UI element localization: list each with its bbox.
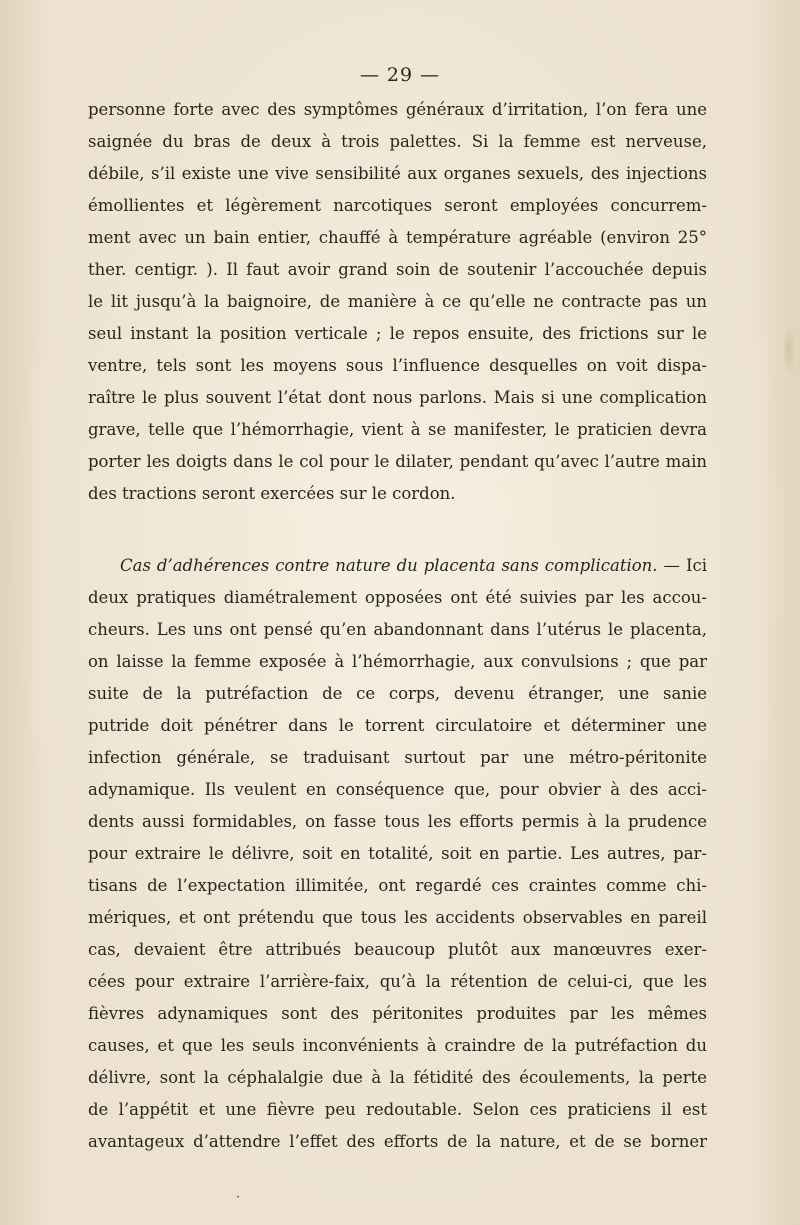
text-line: tisans de l’expectation illimitée, ont regardé ces craintes comme chi- — [88, 876, 707, 895]
paper-stain — [784, 330, 794, 370]
text-line: infection générale, se traduisant surtout par une métro-péritonite — [88, 748, 707, 767]
text-line: fièvres adynamiques sont des péritonites produites par les mêmes — [88, 1004, 707, 1023]
text-line: putride doit pénétrer dans le torrent circulatoire et déterminer une — [88, 716, 707, 735]
text-line: deux pratiques diamétralement opposées ont été suivies par les accou- — [88, 588, 707, 607]
text-line: raître le plus souvent l’état dont nous parlons. Mais si une complication — [88, 388, 707, 407]
section-heading-line — [120, 550, 707, 582]
text-line: cheurs. Les uns ont pensé qu’en abandonnant dans l’utérus le placenta, — [88, 620, 707, 639]
text-line: le lit jusqu’à la baignoire, de manière à ce qu’elle ne contracte pas un — [88, 292, 707, 311]
text-line: porter les doigts dans le col pour le dilater, pendant qu’avec l’autre main — [88, 452, 707, 471]
text-line: de l’appétit et une fièvre peu redoutable. Selon ces praticiens il est — [88, 1100, 707, 1119]
text-line: émollientes et légèrement narcotiques seront employées concurrem- — [88, 196, 707, 215]
text-line: cées pour extraire l’arrière-faix, qu’à la rétention de celui-ci, que les — [88, 972, 707, 991]
text-line: pour extraire le délivre, soit en totalité, soit en partie. Les autres, par- — [88, 844, 707, 863]
ink-speck: · — [236, 1190, 241, 1205]
text-line: ventre, tels sont les moyens sous l’influence desquelles on voit dispa- — [88, 356, 707, 375]
text-line: dents aussi formidables, on fasse tous les efforts permis à la prudence — [88, 812, 707, 831]
text-line: ment avec un bain entier, chauffé à température agréable (environ 25° — [88, 228, 707, 247]
text-line: causes, et que les seuls inconvénients à craindre de la putréfaction du — [88, 1036, 707, 1055]
text-line: débile, s’il existe une vive sensibilité aux organes sexuels, des injections — [88, 164, 707, 183]
text-line: grave, telle que l’hémorrhagie, vient à se manifester, le praticien devra — [88, 420, 707, 439]
text-line: saignée du bras de deux à trois palettes. Si la femme est nerveuse, — [88, 132, 707, 151]
text-line: suite de la putréfaction de ce corps, devenu étranger, une sanie — [88, 684, 707, 703]
text-line: des tractions seront exercées sur le cordon. — [88, 484, 456, 503]
section-heading: Cas d’adhérences contre nature du placenta sans complication. — [120, 556, 658, 575]
page-number: — 29 — — [359, 64, 441, 86]
text-line: cas, devaient être attribués beaucoup plutôt aux manœuvres exer- — [88, 940, 707, 959]
text-line: on laisse la femme exposée à l’hémorrhagie, aux convulsions ; que par — [88, 652, 707, 671]
text-line: délivre, sont la céphalalgie due à la fétidité des écoulements, la perte — [88, 1068, 707, 1087]
text-line: mériques, et ont prétendu que tous les accidents observables en pareil — [88, 908, 707, 927]
text-line: ther. centigr. ). Il faut avoir grand soin de soutenir l’accouchée depuis — [88, 260, 707, 279]
text-line: adynamique. Ils veulent en conséquence que, pour obvier à des acci- — [88, 780, 707, 799]
heading-continuation: — Ici — [657, 556, 707, 575]
text-line: personne forte avec des symptômes généraux d’irritation, l’on fera une — [88, 100, 707, 119]
text-line: seul instant la position verticale ; le repos ensuite, des frictions sur le — [88, 324, 707, 343]
text-line: avantageux d’attendre l’effet des efforts de la nature, et de se borner — [88, 1132, 707, 1151]
